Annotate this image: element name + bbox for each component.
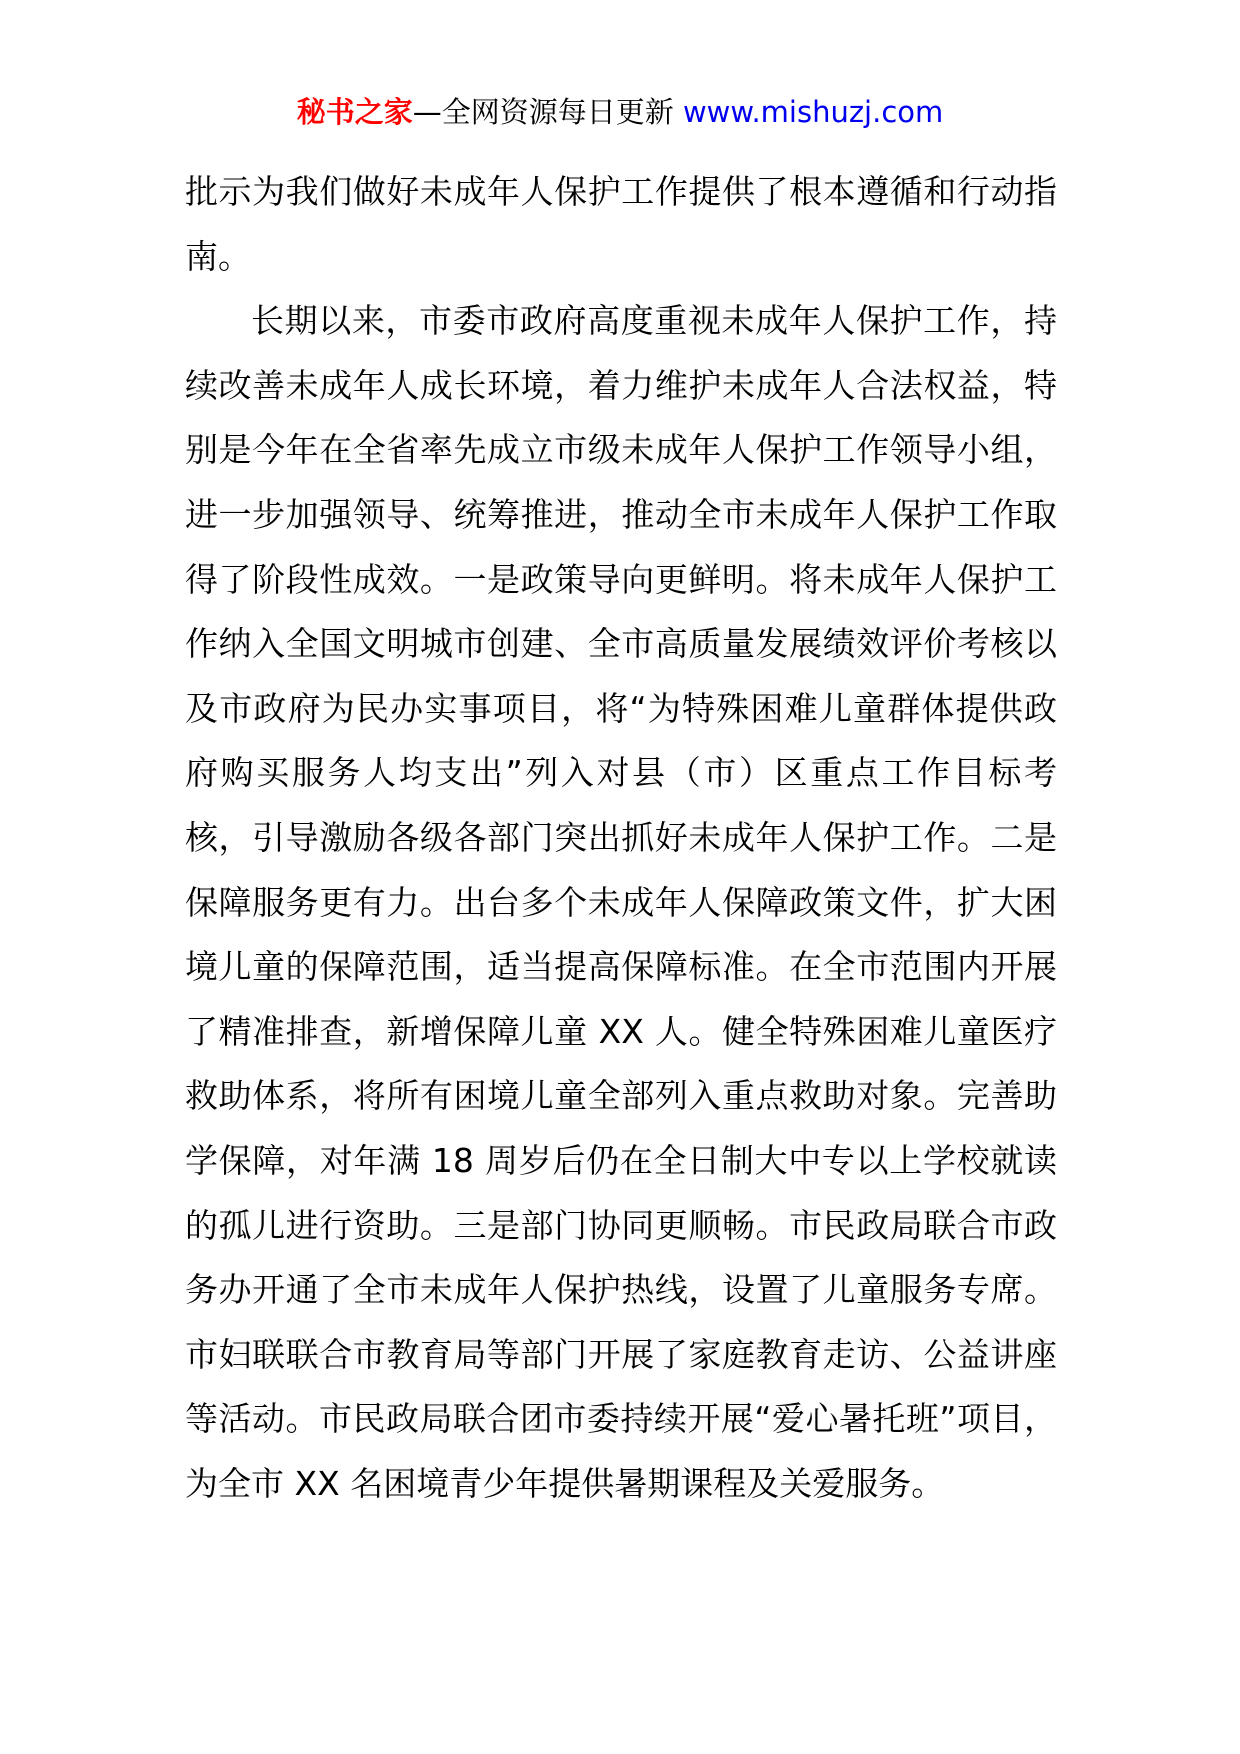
- site-tagline: —全网资源每日更新: [412, 95, 683, 129]
- document-body: [185, 160, 1057, 1516]
- site-header: [0, 92, 1240, 132]
- paragraph-main: 长期以来，市委市政府高度重视未成年人保护工作，持续改善未成年人成长环境，着力维护未成年人合法权益，特别是今年在全省率先成立市级未成年人保护工作领导小组，进一步加强领导、统筹推进，推动全市未成年人保护工作取得了阶段性成效。一是政策导向更鲜明。将未成年人保护工作纳入全国文明城市创建、全市高质量发展绩效评价考核以及市政府为民办实事项目，将“为特殊困难儿童群体提供政府购买服务人均支出”列入对县（市）区重点工作目标考核，引导激励各级各部门突出抓好未成年人保护工作。二是保障服务更有力。出台多个未成年人保障政策文件，扩大困境儿童的保障范围，适当提高保障标准。在全市范围内开展了精准排查，新增保障儿童 XX 人。健全特殊困难儿童医疗救助体系，将所有困境儿童全部列入重点救助对象。完善助学保障，对年满 18 周岁后仍在全日制大中专以上学校就读的孤儿进行资助。三是部门协同更顺畅。市民政局联合市政务办开通了全市未成年人保护热线，设置了儿童服务专席。市妇联联合市教育局等部门开展了家庭教育走访、公益讲座等活动。市民政局联合团市委持续开展“爱心暑托班”项目，为全市 XX 名困境青少年提供暑期课程及关爱服务。: [185, 301, 1057, 1503]
- paragraph-continuation: 批示为我们做好未成年人保护工作提供了根本遵循和行动指南。: [185, 172, 1057, 276]
- site-url-link[interactable]: www.mishuzj.com: [682, 95, 944, 129]
- site-brand: 秘书之家: [296, 95, 413, 129]
